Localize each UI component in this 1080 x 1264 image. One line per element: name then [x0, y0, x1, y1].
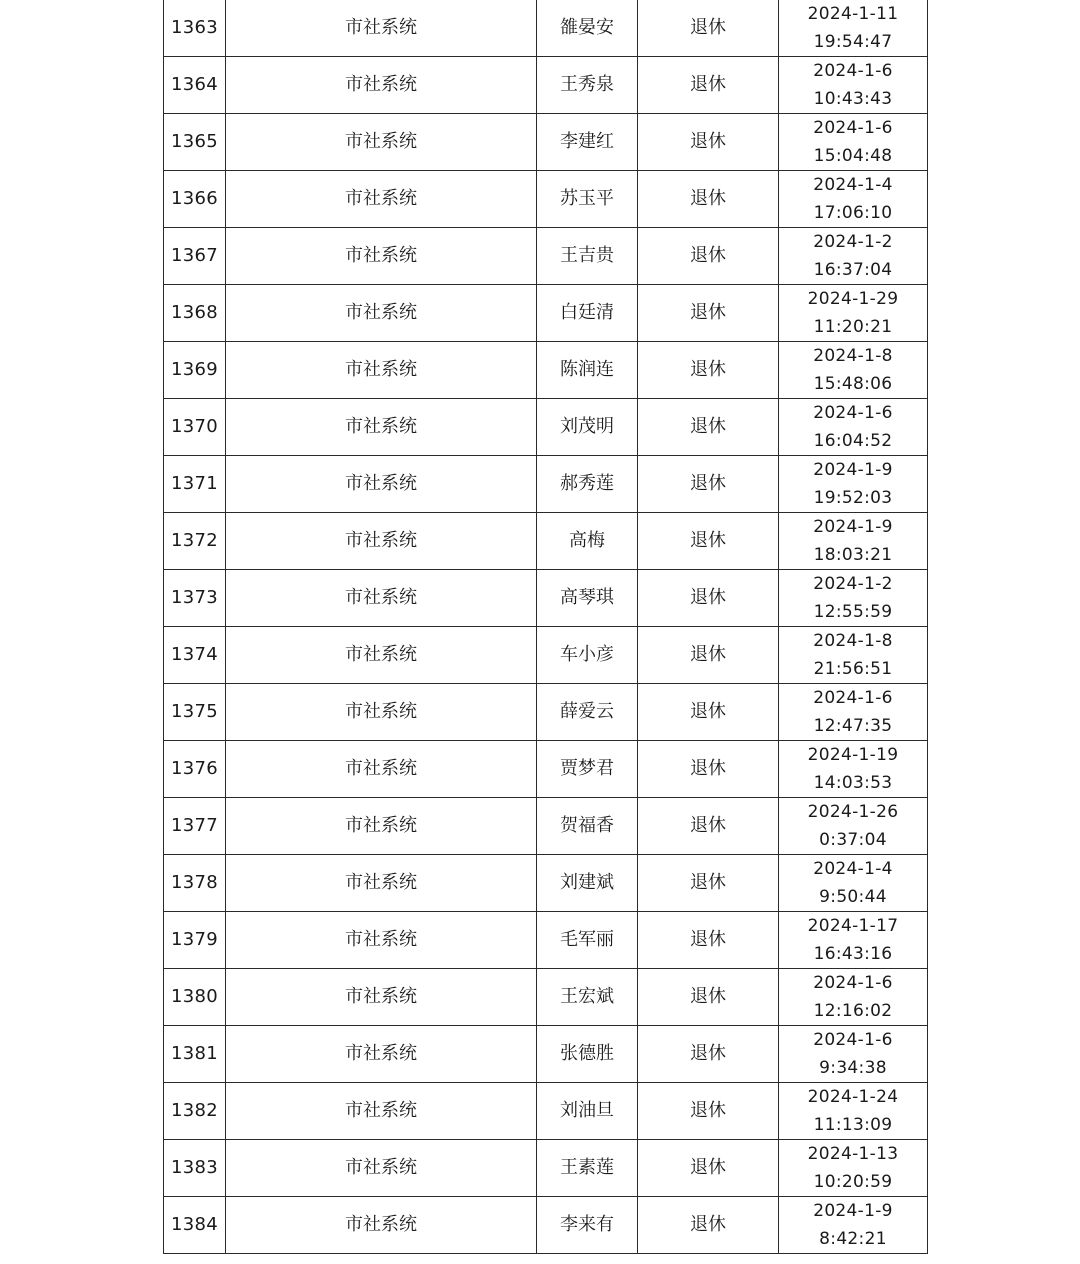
time-text: 10:20:59 — [813, 1172, 893, 1192]
time-text: 14:03:53 — [813, 773, 893, 793]
time-text: 9:34:38 — [819, 1058, 887, 1078]
time-text: 9:50:44 — [819, 887, 887, 907]
name-cell: 毛军丽 — [537, 912, 638, 969]
record-number: 1371 — [164, 456, 226, 513]
timestamp-cell — [779, 228, 928, 285]
unit-cell: 市社系统 — [226, 228, 537, 285]
date-text: 2024-1-4 — [813, 859, 893, 879]
timestamp-cell — [779, 399, 928, 456]
date-text: 2024-1-6 — [813, 403, 893, 423]
time-text: 16:43:16 — [813, 944, 893, 964]
unit-cell: 市社系统 — [226, 741, 537, 798]
timestamp-cell — [779, 969, 928, 1026]
date-text: 2024-1-8 — [813, 346, 893, 366]
date-text: 2024-1-19 — [807, 745, 899, 765]
name-cell: 车小彦 — [537, 627, 638, 684]
status-cell: 退休 — [638, 741, 779, 798]
unit-cell: 市社系统 — [226, 684, 537, 741]
record-number: 1381 — [164, 1026, 226, 1083]
status-cell: 退休 — [638, 969, 779, 1026]
record-number: 1374 — [164, 627, 226, 684]
status-cell: 退休 — [638, 798, 779, 855]
timestamp-cell — [779, 912, 928, 969]
date-text: 2024-1-8 — [813, 631, 893, 651]
name-cell: 刘油旦 — [537, 1083, 638, 1140]
name-cell: 陈润连 — [537, 342, 638, 399]
unit-cell: 市社系统 — [226, 1083, 537, 1140]
timestamp-cell — [779, 1026, 928, 1083]
timestamp-cell — [779, 1140, 928, 1197]
status-cell: 退休 — [638, 0, 779, 57]
table-row — [164, 684, 928, 741]
unit-cell: 市社系统 — [226, 114, 537, 171]
record-number: 1366 — [164, 171, 226, 228]
record-number: 1364 — [164, 57, 226, 114]
table-row — [164, 1197, 928, 1254]
date-text: 2024-1-29 — [807, 289, 899, 309]
date-text: 2024-1-6 — [813, 1030, 893, 1050]
name-cell: 刘建斌 — [537, 855, 638, 912]
date-text: 2024-1-17 — [807, 916, 899, 936]
table-row — [164, 342, 928, 399]
table-row — [164, 399, 928, 456]
timestamp-cell — [779, 627, 928, 684]
unit-cell: 市社系统 — [226, 342, 537, 399]
time-text: 19:52:03 — [813, 488, 893, 508]
status-cell: 退休 — [638, 684, 779, 741]
unit-cell: 市社系统 — [226, 0, 537, 57]
name-cell: 贺福香 — [537, 798, 638, 855]
table-row — [164, 627, 928, 684]
name-cell: 薛爱云 — [537, 684, 638, 741]
date-text: 2024-1-11 — [807, 4, 899, 24]
date-text: 2024-1-2 — [813, 232, 893, 252]
name-cell: 郝秀莲 — [537, 456, 638, 513]
unit-cell: 市社系统 — [226, 969, 537, 1026]
timestamp-cell — [779, 171, 928, 228]
name-cell: 刘茂明 — [537, 399, 638, 456]
table-row — [164, 1026, 928, 1083]
name-cell: 雒晏安 — [537, 0, 638, 57]
table-row — [164, 969, 928, 1026]
name-cell: 王吉贵 — [537, 228, 638, 285]
date-text: 2024-1-9 — [813, 1201, 893, 1221]
table-row — [164, 741, 928, 798]
table-row — [164, 228, 928, 285]
status-cell: 退休 — [638, 114, 779, 171]
unit-cell: 市社系统 — [226, 1197, 537, 1254]
time-text: 18:03:21 — [813, 545, 893, 565]
unit-cell: 市社系统 — [226, 285, 537, 342]
status-cell: 退休 — [638, 285, 779, 342]
timestamp-cell — [779, 570, 928, 627]
timestamp-cell — [779, 342, 928, 399]
status-cell: 退休 — [638, 1083, 779, 1140]
status-cell: 退休 — [638, 1197, 779, 1254]
timestamp-cell — [779, 456, 928, 513]
time-text: 19:54:47 — [813, 32, 893, 52]
name-cell: 苏玉平 — [537, 171, 638, 228]
document-table — [163, 0, 927, 1254]
status-cell: 退休 — [638, 855, 779, 912]
unit-cell: 市社系统 — [226, 399, 537, 456]
date-text: 2024-1-6 — [813, 688, 893, 708]
time-text: 15:04:48 — [813, 146, 893, 166]
date-text: 2024-1-13 — [807, 1144, 899, 1164]
record-number: 1376 — [164, 741, 226, 798]
unit-cell: 市社系统 — [226, 1140, 537, 1197]
name-cell: 高琴琪 — [537, 570, 638, 627]
time-text: 0:37:04 — [819, 830, 887, 850]
status-cell: 退休 — [638, 513, 779, 570]
record-number: 1383 — [164, 1140, 226, 1197]
date-text: 2024-1-26 — [807, 802, 899, 822]
name-cell: 王素莲 — [537, 1140, 638, 1197]
status-cell: 退休 — [638, 1026, 779, 1083]
time-text: 17:06:10 — [813, 203, 893, 223]
unit-cell: 市社系统 — [226, 57, 537, 114]
timestamp-cell — [779, 0, 928, 57]
record-number: 1375 — [164, 684, 226, 741]
table-row — [164, 114, 928, 171]
status-cell: 退休 — [638, 171, 779, 228]
status-cell: 退休 — [638, 57, 779, 114]
unit-cell: 市社系统 — [226, 855, 537, 912]
timestamp-cell — [779, 114, 928, 171]
unit-cell: 市社系统 — [226, 798, 537, 855]
timestamp-cell — [779, 1197, 928, 1254]
date-text: 2024-1-2 — [813, 574, 893, 594]
status-cell: 退休 — [638, 1140, 779, 1197]
unit-cell: 市社系统 — [226, 912, 537, 969]
name-cell: 张德胜 — [537, 1026, 638, 1083]
unit-cell: 市社系统 — [226, 570, 537, 627]
unit-cell: 市社系统 — [226, 456, 537, 513]
records-table — [163, 0, 928, 1254]
time-text: 10:43:43 — [813, 89, 893, 109]
record-number: 1367 — [164, 228, 226, 285]
unit-cell: 市社系统 — [226, 627, 537, 684]
record-number: 1382 — [164, 1083, 226, 1140]
status-cell: 退休 — [638, 456, 779, 513]
timestamp-cell — [779, 741, 928, 798]
time-text: 15:48:06 — [813, 374, 893, 394]
record-number: 1378 — [164, 855, 226, 912]
table-row — [164, 798, 928, 855]
time-text: 11:20:21 — [813, 317, 893, 337]
unit-cell: 市社系统 — [226, 1026, 537, 1083]
timestamp-cell — [779, 57, 928, 114]
table-row — [164, 285, 928, 342]
record-number: 1373 — [164, 570, 226, 627]
name-cell: 王宏斌 — [537, 969, 638, 1026]
status-cell: 退休 — [638, 399, 779, 456]
name-cell: 李建红 — [537, 114, 638, 171]
time-text: 21:56:51 — [813, 659, 893, 679]
date-text: 2024-1-24 — [807, 1087, 899, 1107]
name-cell: 贾梦君 — [537, 741, 638, 798]
name-cell: 白廷清 — [537, 285, 638, 342]
date-text: 2024-1-4 — [813, 175, 893, 195]
timestamp-cell — [779, 1083, 928, 1140]
table-row — [164, 570, 928, 627]
unit-cell: 市社系统 — [226, 171, 537, 228]
name-cell: 高梅 — [537, 513, 638, 570]
table-row — [164, 1083, 928, 1140]
timestamp-cell — [779, 798, 928, 855]
date-text: 2024-1-9 — [813, 517, 893, 537]
table-row — [164, 0, 928, 57]
timestamp-cell — [779, 513, 928, 570]
record-number: 1365 — [164, 114, 226, 171]
table-row — [164, 57, 928, 114]
table-row — [164, 855, 928, 912]
date-text: 2024-1-6 — [813, 118, 893, 138]
status-cell: 退休 — [638, 627, 779, 684]
status-cell: 退休 — [638, 570, 779, 627]
name-cell: 李来有 — [537, 1197, 638, 1254]
unit-cell: 市社系统 — [226, 513, 537, 570]
timestamp-cell — [779, 285, 928, 342]
table-row — [164, 171, 928, 228]
time-text: 12:16:02 — [813, 1001, 893, 1021]
time-text: 12:55:59 — [813, 602, 893, 622]
record-number: 1380 — [164, 969, 226, 1026]
time-text: 11:13:09 — [813, 1115, 893, 1135]
record-number: 1363 — [164, 0, 226, 57]
status-cell: 退休 — [638, 228, 779, 285]
status-cell: 退休 — [638, 912, 779, 969]
time-text: 16:37:04 — [813, 260, 893, 280]
record-number: 1372 — [164, 513, 226, 570]
record-number: 1370 — [164, 399, 226, 456]
table-row — [164, 1140, 928, 1197]
time-text: 8:42:21 — [819, 1229, 887, 1249]
record-number: 1368 — [164, 285, 226, 342]
record-number: 1384 — [164, 1197, 226, 1254]
time-text: 12:47:35 — [813, 716, 893, 736]
record-number: 1379 — [164, 912, 226, 969]
record-number: 1377 — [164, 798, 226, 855]
date-text: 2024-1-9 — [813, 460, 893, 480]
date-text: 2024-1-6 — [813, 973, 893, 993]
name-cell: 王秀泉 — [537, 57, 638, 114]
table-row — [164, 513, 928, 570]
record-number: 1369 — [164, 342, 226, 399]
table-row — [164, 912, 928, 969]
timestamp-cell — [779, 855, 928, 912]
date-text: 2024-1-6 — [813, 61, 893, 81]
status-cell: 退休 — [638, 342, 779, 399]
time-text: 16:04:52 — [813, 431, 893, 451]
table-row — [164, 456, 928, 513]
timestamp-cell — [779, 684, 928, 741]
